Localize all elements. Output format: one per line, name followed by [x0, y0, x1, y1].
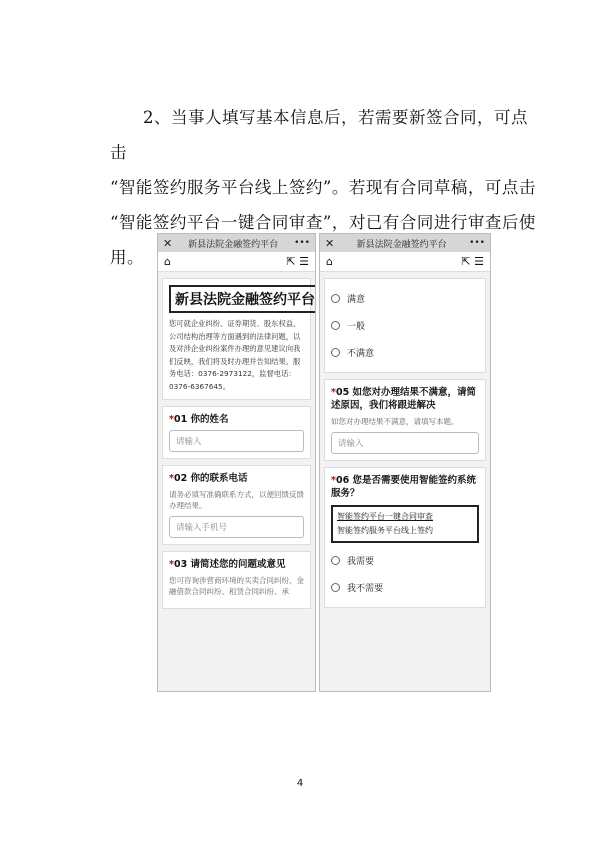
app-title: 新县法院金融签约平台	[188, 239, 279, 250]
service-option-review: 智能签约平台一键合同审查	[337, 512, 433, 521]
question-card-02	[162, 465, 311, 545]
home-icon: ⌂	[164, 255, 171, 268]
radio-option: 一般	[331, 312, 479, 339]
radio-option: 我不需要	[331, 574, 479, 601]
app-navbar	[320, 252, 490, 272]
menu-icon: ☰	[474, 255, 484, 268]
paragraph-line: 2、当事人填写基本信息后，若需要新签合同，可点击	[110, 108, 528, 162]
service-option-sign: 智能签约服务平台线上签约	[337, 526, 433, 535]
paragraph-line: “智能签约平台一键合同审查”，对已有合同进行审查后使	[110, 213, 536, 232]
question-hint: 如您对办理结果不满意，请填写本题。	[331, 417, 459, 426]
question-text: 您是否需要使用智能签约系统服务？	[331, 475, 477, 499]
embedded-screenshot-left	[157, 233, 316, 692]
question-number: 05	[335, 387, 350, 398]
page-number: 4	[296, 778, 304, 789]
reason-input: 请输入	[331, 432, 479, 454]
menu-icon: ☰	[299, 255, 309, 268]
home-icon: ⌂	[326, 255, 333, 268]
radio-icon	[331, 583, 340, 592]
radio-icon	[331, 321, 340, 330]
question-title: *05 如您对办理结果不满意，请简述原因，我们将跟进解决	[331, 387, 477, 411]
intro-card	[162, 278, 315, 400]
paragraph-line: “智能签约服务平台线上签约”。若现有合同草稿，可点击	[110, 178, 536, 197]
question-number: 03	[173, 559, 188, 570]
embedded-screenshot-right	[319, 233, 491, 692]
paragraph-line: 用。	[110, 248, 144, 267]
question-text: 如您对办理结果不满意，请简述原因，我们将跟进解决	[331, 387, 477, 411]
share-icon: ⇱	[286, 255, 296, 268]
radio-icon	[331, 294, 340, 303]
question-title: *06 您是否需要使用智能签约系统服务？	[331, 475, 477, 499]
question-card-06	[324, 467, 486, 608]
radio-icon	[331, 348, 340, 357]
phone-input: 请输入手机号	[169, 516, 304, 538]
share-icon: ⇱	[461, 255, 471, 268]
question-text: 请简述您的问题或意见	[190, 559, 286, 570]
question-title: *02 你的联系电话	[169, 473, 248, 484]
question-card-01	[162, 406, 311, 459]
radio-option: 不满意	[331, 339, 479, 366]
question-number: 01	[173, 414, 188, 425]
question-title: *03 请简述您的问题或意见	[169, 559, 286, 570]
more-icon: •••	[294, 238, 310, 248]
question-number: 06	[335, 475, 350, 486]
app-navbar	[158, 252, 315, 272]
question-card-05	[324, 379, 486, 461]
question-text: 你的姓名	[190, 414, 229, 425]
radio-option: 我需要	[331, 547, 479, 574]
name-input: 请输入	[169, 430, 304, 452]
close-icon: ✕	[325, 236, 335, 250]
radio-icon	[331, 556, 340, 565]
app-title: 新县法院金融签约平台	[356, 239, 447, 250]
question-hint: 您可咨询涉营商环境的买卖合同纠纷、金融借款合同纠纷、租赁合同纠纷、承	[169, 576, 304, 596]
radio-option: 满意	[331, 285, 479, 312]
more-icon: •••	[469, 238, 485, 248]
question-title: *01 你的姓名	[169, 414, 229, 425]
highlighted-service-box	[331, 505, 479, 543]
intro-text: 您可就企业纠纷、证券期货、股东权益、公司结构治理等方面遇到的法律问题，以及对涉企业纠纷案件办理的意见建议向我们反映，我们将及时办理并告知结果。服务电话：0376-2973122，监督电话：0376-6367645。	[169, 319, 301, 391]
close-icon: ✕	[163, 236, 173, 250]
app-titlebar	[320, 234, 490, 252]
app-titlebar	[158, 234, 315, 252]
question-card-03	[162, 551, 311, 609]
satisfaction-options-card	[324, 278, 486, 373]
question-text: 你的联系电话	[190, 473, 248, 484]
platform-title: 新县法院金融签约平台	[169, 285, 316, 313]
question-number: 02	[173, 473, 188, 484]
question-hint: 请务必填写准确联系方式，以便回馈反馈办理结果。	[169, 490, 304, 510]
